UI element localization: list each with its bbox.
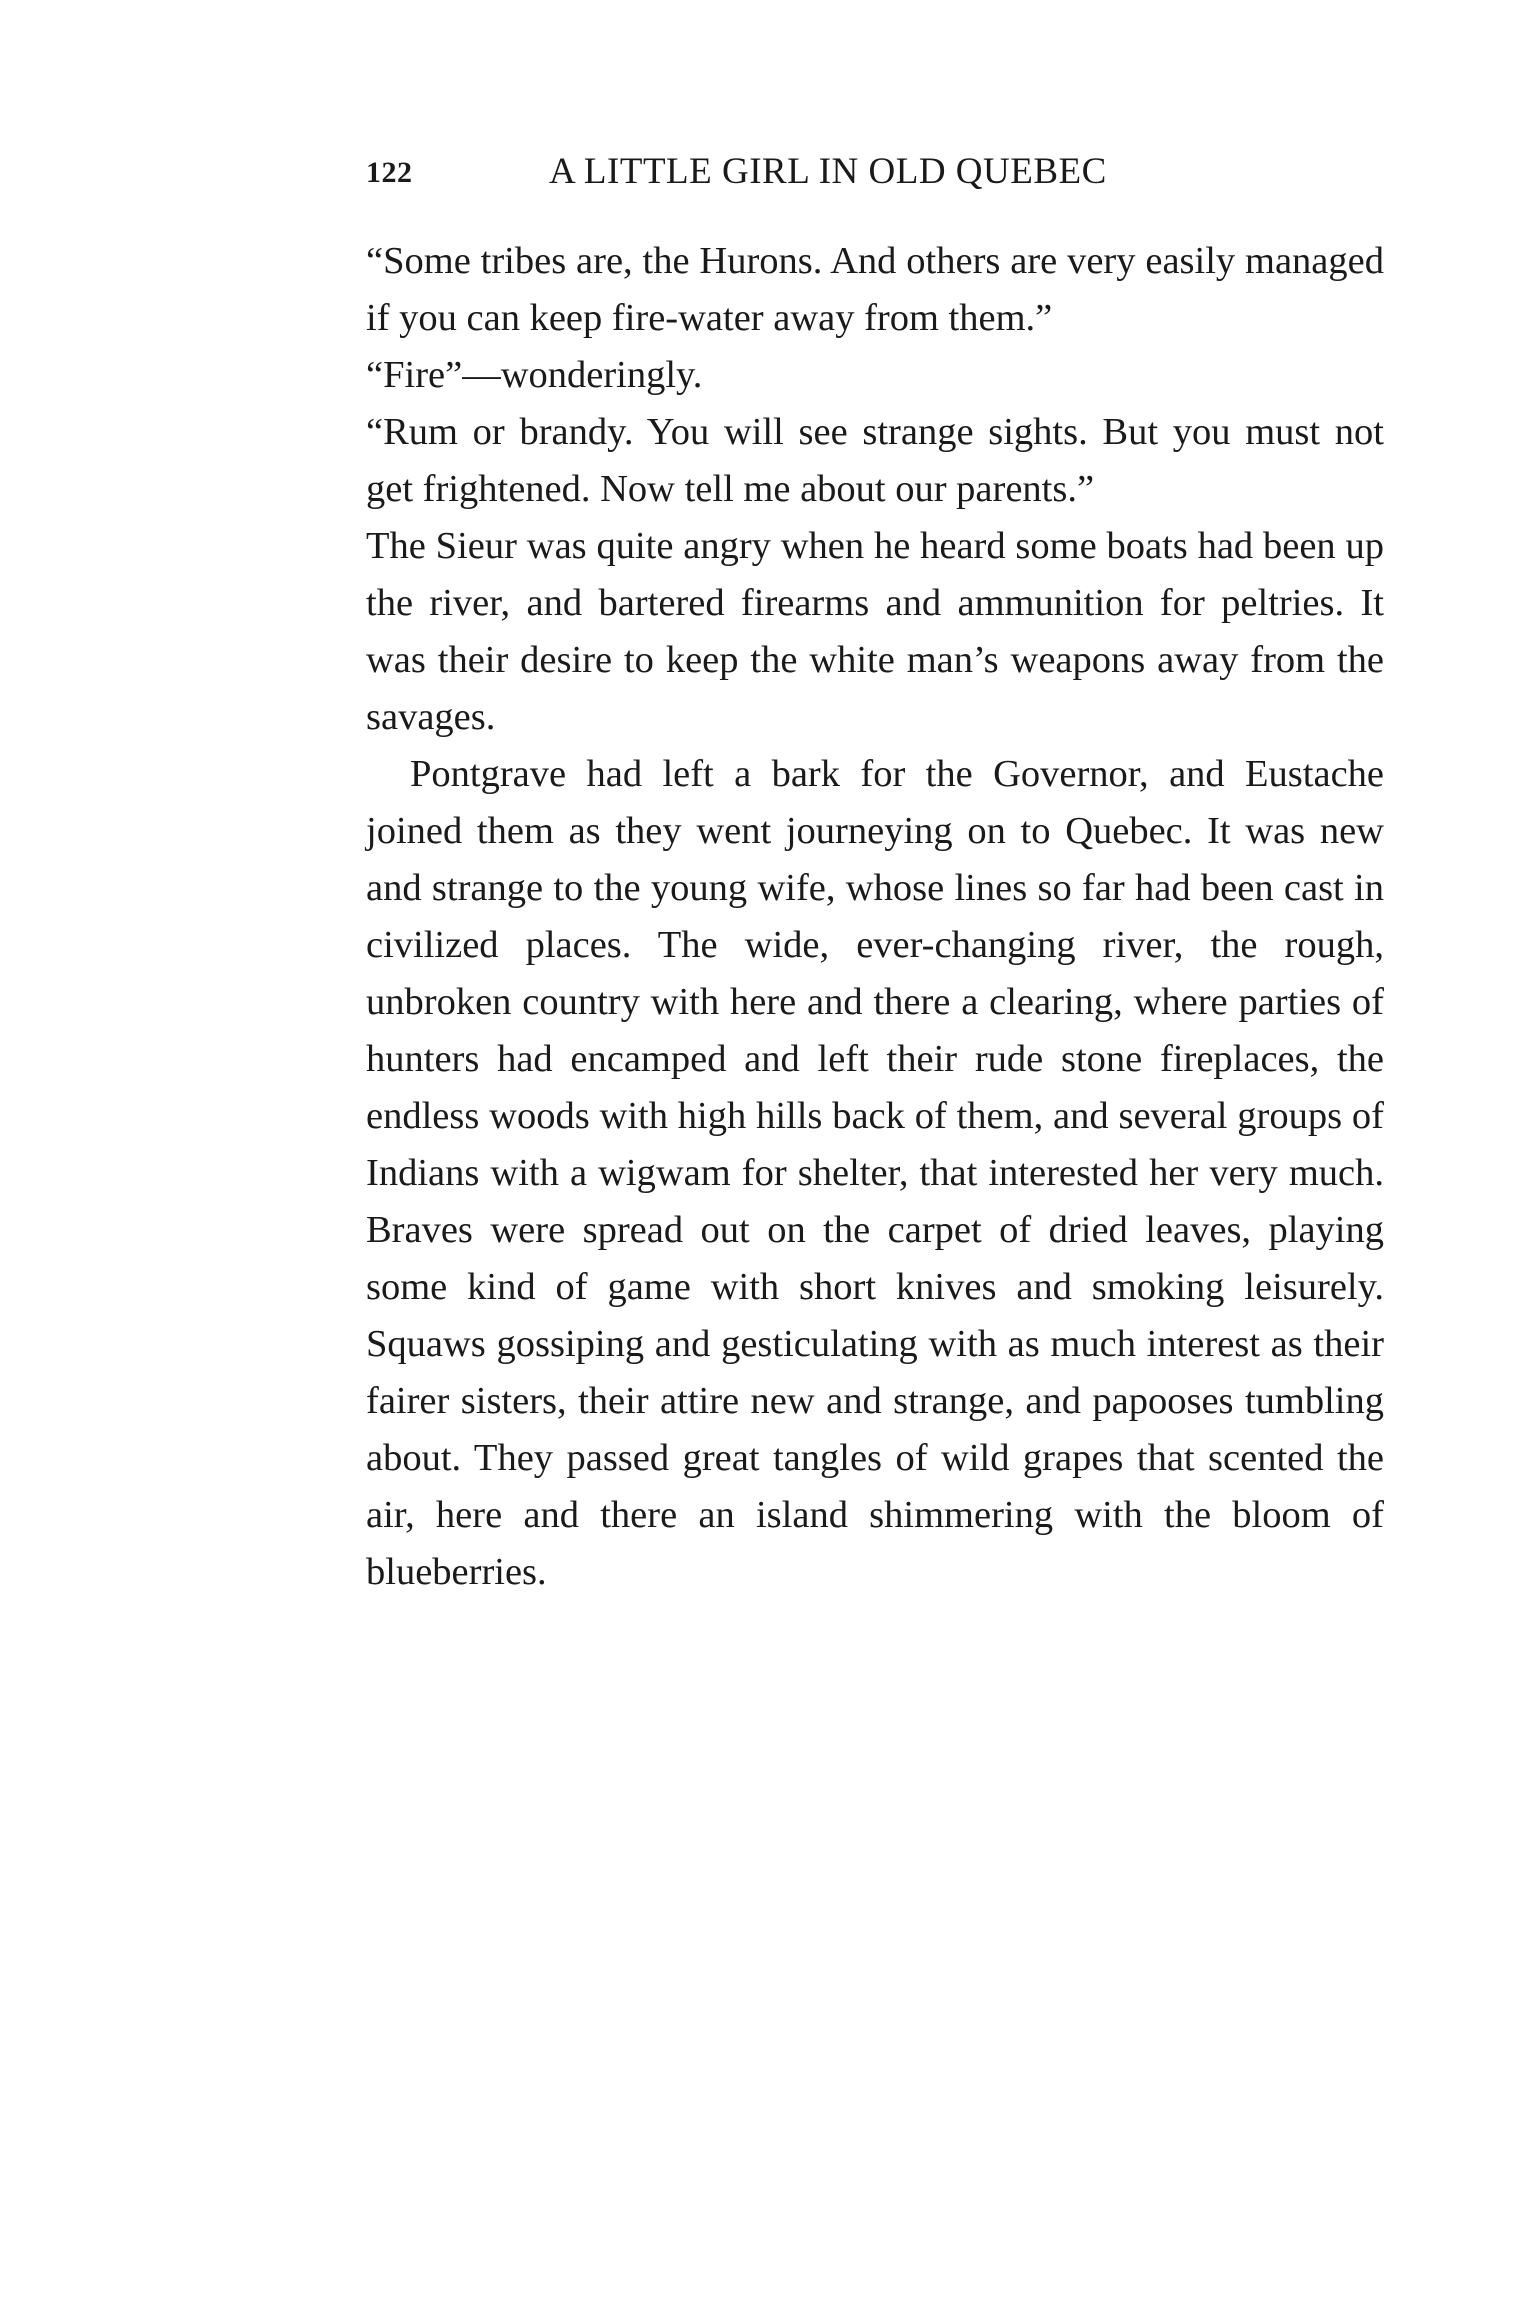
running-head	[366, 150, 1386, 210]
paragraph: “Some tribes are, the Hurons. And others are very easily managed if you can keep fire-water away from them.”	[366, 240, 1384, 339]
page-number: 122	[366, 156, 413, 189]
paragraph: “Fire”—wonderingly.	[366, 354, 703, 396]
book-title: A LITTLE GIRL IN OLD QUEBEC	[549, 151, 1107, 192]
paragraph: The Sieur was quite angry when he heard some boats had been up the river, and bartered firearms and ammunition for peltries. It was their desire to keep the white man’s weapons away from the savages.	[366, 525, 1384, 738]
paragraph: Pontgrave had left a bark for the Governor, and Eustache joined them as they went journeying on to Quebec. It was new and strange to the young wife, whose lines so far had been cast in civilized places. The wide, ever-changing river, the rough, unbroken country with here and there a clearing, where parties of hunters had encamped and left their rude stone fireplaces, the endless woods with high hills back of them, and several groups of Indians with a wigwam for shelter, that interested her very much. Braves were spread out on the carpet of dried leaves, playing some kind of game with short knives and smoking leisurely. Squaws gossiping and gesticulating with as much interest as their fairer sisters, their attire new and strange, and papooses tumbling about. They passed great tangles of wild grapes that scented the air, here and there an island shimmering with the bloom of blueberries.	[366, 753, 1384, 1593]
body-text	[366, 233, 1384, 1601]
paragraph: “Rum or brandy. You will see strange sights. But you must not get frightened. Now tell me about our parents.”	[366, 411, 1384, 510]
